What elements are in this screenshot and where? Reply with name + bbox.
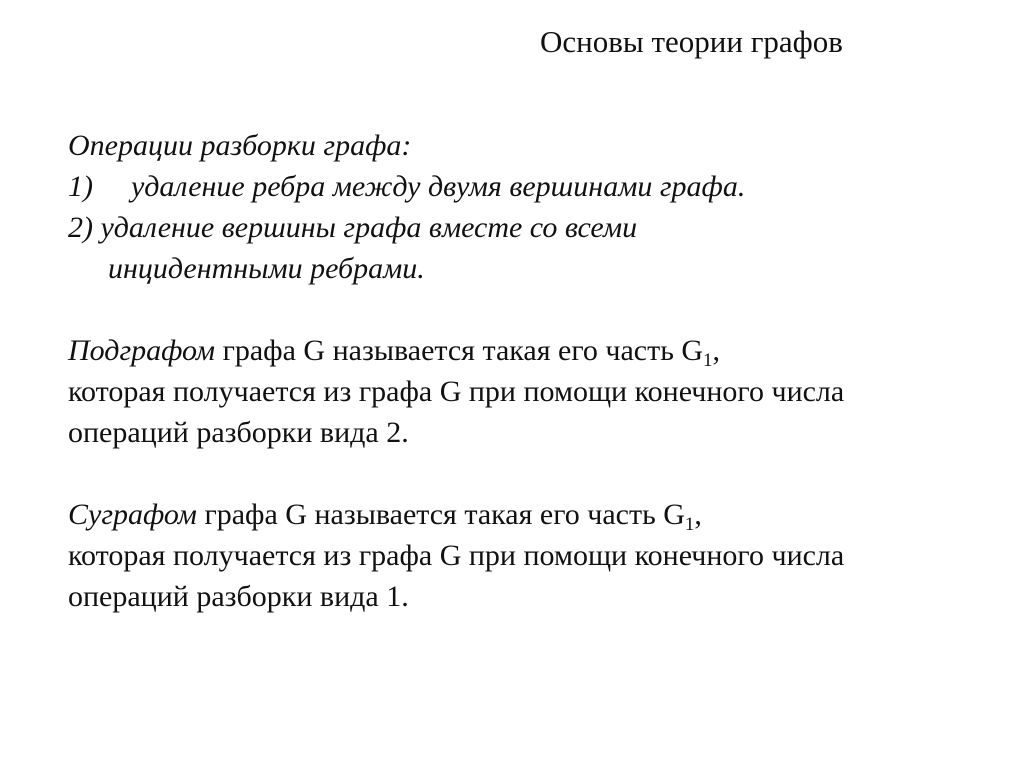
slide-body <box>68 125 998 617</box>
supergraph-definition-line-1 <box>68 494 998 535</box>
operations-heading: Операции разборки графа: <box>68 129 412 162</box>
supergraph-subscript: 1 <box>684 514 695 535</box>
subgraph-subscript: 1 <box>703 350 713 371</box>
spacer <box>68 453 998 494</box>
subgraph-definition-line-3: операций разборки вида 2. <box>68 416 409 449</box>
supergraph-definition-line-2: которая получается из графа G при помощи конечного числа <box>68 539 845 572</box>
subgraph-definition-line-2: которая получается из графа G при помощи конечного числа <box>68 375 845 408</box>
slide-title: Основы теории графов <box>540 24 843 59</box>
subgraph-line-1-text: графа G называется такая его часть G <box>215 334 704 367</box>
supergraph-term: Суграфом <box>68 498 197 531</box>
operation-item-1-number: 1) <box>68 170 93 203</box>
operation-item-2-line-2: инцидентными ребрами. <box>108 252 425 285</box>
subgraph-definition-line-1 <box>68 330 998 371</box>
operation-item-1 <box>68 166 998 207</box>
supergraph-definition-line-3: операций разборки вида 1. <box>68 580 409 613</box>
spacer <box>68 289 998 330</box>
operation-item-2-line-1: 2) удаление вершины графа вместе со всеми <box>68 211 638 244</box>
supergraph-line-1-end: , <box>694 498 702 531</box>
subgraph-line-1-end: , <box>712 334 721 367</box>
operation-item-1-text: удаление ребра между двумя вершинами графа. <box>131 170 746 203</box>
subgraph-term: Подграфом <box>68 334 216 367</box>
supergraph-line-1-text: графа G называется такая его часть G <box>196 498 685 531</box>
